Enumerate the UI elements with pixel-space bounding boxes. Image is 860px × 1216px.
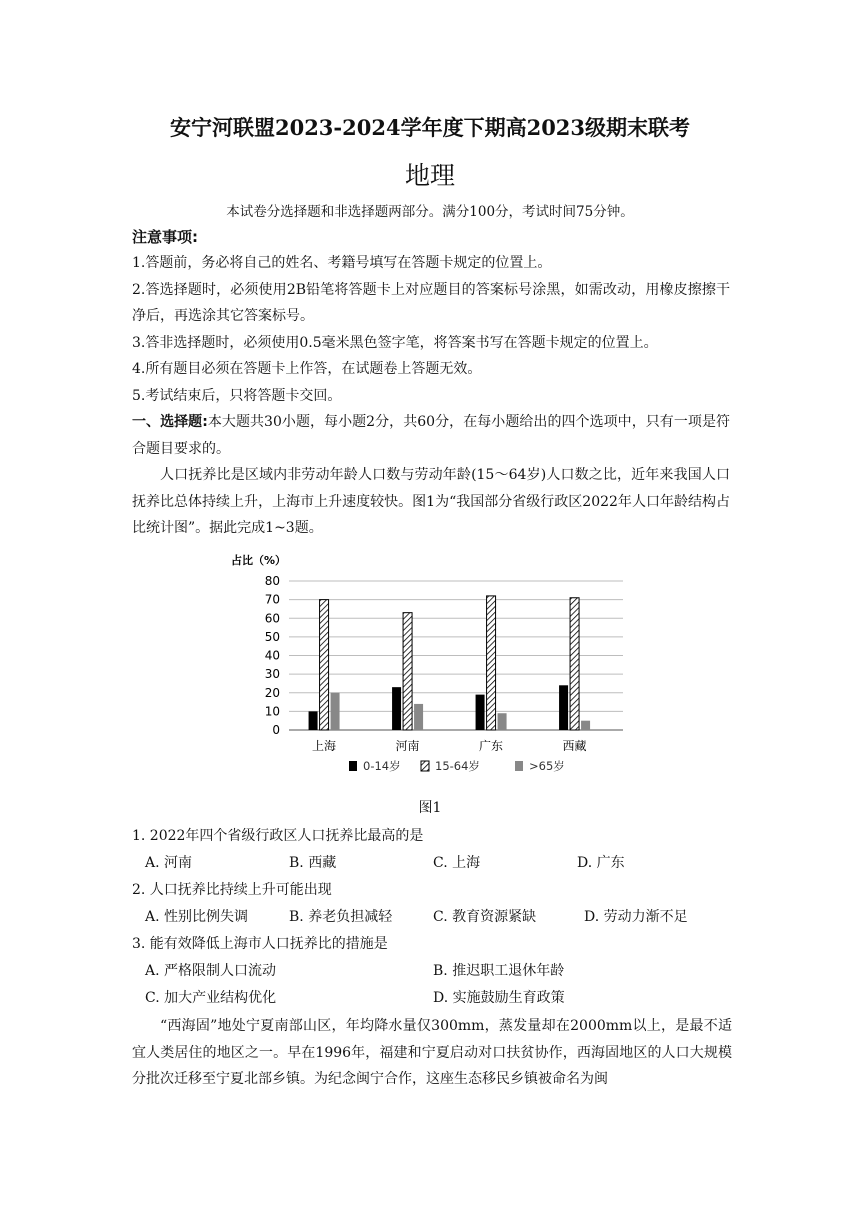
bar-河南-15-64岁	[403, 613, 412, 730]
option[interactable]: A. 性别比例失调	[145, 909, 249, 925]
y-tick-label: 10	[264, 704, 280, 719]
chart-svg	[225, 548, 625, 788]
legend-swatch	[349, 761, 357, 771]
y-tick-label: 0	[272, 723, 280, 737]
x-tick-label: 上海	[312, 739, 337, 753]
bar-上海-15-64岁	[320, 600, 329, 730]
chart-bars	[309, 596, 591, 730]
section-1-text: 本大题共30小题，每小题2分，共60分，在每小题给出的四个选项中，只有一项是符合题目要求的。	[132, 414, 730, 457]
x-tick-label: 广东	[479, 739, 504, 753]
question-stem: 3. 能有效降低上海市人口抚养比的措施是	[132, 936, 388, 952]
notice-item: 4.所有题目必须在答题卡上作答，在试题卷上答题无效。	[132, 361, 482, 377]
population-chart	[225, 548, 625, 788]
passage-2: “西海固”地处宁夏南部山区，年均降水量仅300mm，蒸发量却在2000mm以上，是最不适宜人类居住的地区之一。早在1996年，福建和宁夏启动对口扶贫协作，西海固地区的人口大规模分批次迁移至宁夏北部乡镇。为纪念闽宁合作，这座生态移民乡镇被命名为闽	[132, 1018, 732, 1087]
bar-西藏-15-64岁	[570, 598, 579, 730]
legend-label: 15-64岁	[435, 759, 480, 773]
question-options	[132, 850, 732, 877]
notice-item: 1.答题前，务必将自己的姓名、考籍号填写在答题卡规定的位置上。	[132, 255, 552, 271]
notice-list	[132, 250, 730, 542]
bar-上海->65岁	[331, 693, 340, 730]
bar-广东->65岁	[498, 713, 507, 730]
figure-caption: 图1	[418, 800, 442, 816]
bar-河南-0-14岁	[392, 687, 401, 730]
option[interactable]: B. 西藏	[289, 855, 337, 871]
option[interactable]: C. 加大产业结构优化	[145, 990, 277, 1006]
y-tick-label: 60	[264, 611, 280, 626]
y-tick-label: 50	[264, 629, 280, 644]
question-stem: 2. 人口抚养比持续上升可能出现	[132, 882, 332, 898]
bar-广东-0-14岁	[476, 695, 485, 730]
y-tick-label: 20	[264, 685, 280, 700]
bar-河南->65岁	[414, 704, 423, 730]
bar-上海-0-14岁	[309, 711, 318, 730]
legend-label: >65岁	[529, 759, 565, 773]
option[interactable]: D. 实施鼓励生育政策	[433, 990, 565, 1006]
notice-item: 2.答选择题时，必须使用2B铅笔将答题卡上对应题目的答案标号涂黑，如需改动，用橡皮擦擦干净后，再选涂其它答案标号。	[132, 281, 730, 324]
legend-swatch	[515, 761, 523, 771]
notice-item: 5.考试结束后，只将答题卡交回。	[132, 387, 342, 404]
bar-广东-15-64岁	[487, 596, 496, 730]
x-tick-label: 河南	[395, 739, 420, 753]
y-tick-label: 70	[264, 592, 280, 607]
option[interactable]: A. 河南	[145, 855, 193, 871]
question-options	[132, 985, 732, 1012]
question-list	[132, 823, 732, 1012]
option[interactable]: B. 推迟职工退休年龄	[433, 963, 565, 979]
question-stem: 1. 2022年四个省级行政区人口抚养比最高的是	[132, 828, 424, 844]
bar-西藏->65岁	[581, 721, 590, 730]
y-tick-label: 30	[264, 667, 280, 682]
exam-title: 安宁河联盟2023-2024学年度下期高2023级期末联考	[169, 115, 691, 140]
section-1-intro	[132, 409, 730, 462]
y-tick-label: 80	[264, 574, 280, 588]
notice-heading: 注意事项:	[132, 228, 198, 246]
option[interactable]: B. 养老负担减轻	[289, 909, 393, 925]
passage-1: 人口抚养比是区域内非劳动年龄人口数与劳动年龄(15～64岁)人口数之比，近年来我国人口抚养比总体持续上升，上海市上升速度较快。图1为“我国部分省级行政区2022年人口年龄结构占比统计图”。据此完成1~3题。	[132, 467, 730, 536]
section-1-label: 一、选择题:	[132, 414, 208, 430]
notice-item: 3.答非选择题时，必须使用0.5毫米黑色签字笔，将答案书写在答题卡规定的位置上。	[132, 334, 658, 351]
y-tick-label: 40	[264, 648, 280, 663]
question-options	[132, 904, 732, 931]
option[interactable]: D. 广东	[577, 855, 625, 871]
chart-legend	[349, 759, 565, 773]
question-options	[132, 958, 732, 985]
legend-swatch	[421, 761, 429, 771]
option[interactable]: D. 劳动力渐不足	[584, 909, 688, 925]
legend-label: 0-14岁	[363, 759, 401, 773]
option[interactable]: C. 教育资源紧缺	[433, 909, 537, 925]
option[interactable]: A. 严格限制人口流动	[145, 963, 277, 979]
subject-title: 地理	[404, 161, 455, 190]
x-tick-label: 西藏	[562, 739, 587, 753]
y-axis-label: 占比（%）	[231, 554, 287, 567]
exam-intro: 本试卷分选择题和非选择题两部分。满分100分，考试时间75分钟。	[226, 204, 634, 220]
passage-2-block	[132, 1013, 732, 1093]
option[interactable]: C. 上海	[433, 855, 481, 871]
bar-西藏-0-14岁	[559, 685, 568, 730]
